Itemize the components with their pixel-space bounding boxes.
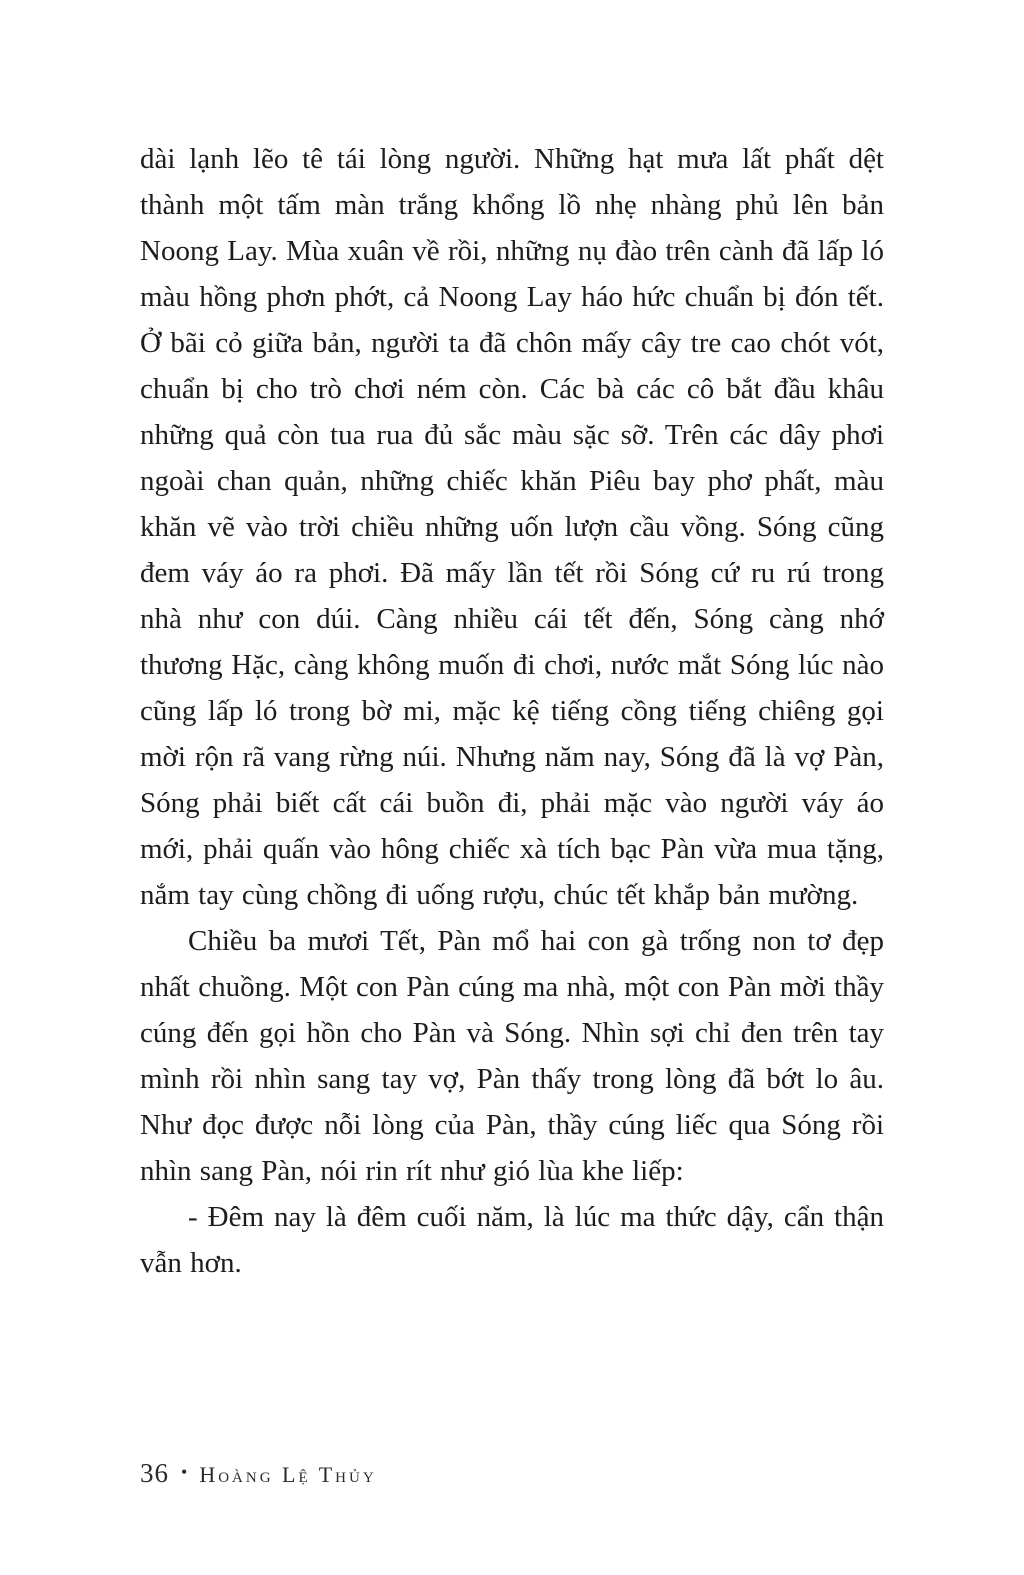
author-name: Hoàng Lệ Thủy xyxy=(199,1462,377,1487)
body-text xyxy=(140,136,884,1286)
footer-separator: • xyxy=(181,1462,188,1482)
paragraph-dialogue: - Đêm nay là đêm cuối năm, là lúc ma thức dậy, cẩn thận vẫn hơn. xyxy=(140,1201,884,1279)
paragraph-continuation: dài lạnh lẽo tê tái lòng người. Những hạt mưa lất phất dệt thành một tấm màn trắng khổng lồ nhẹ nhàng phủ lên bản Noong Lay. Mùa xuân về rồi, những nụ đào trên cành đã lấp ló màu hồng phơn phớt, cả Noong Lay háo hức chuẩn bị đón tết. Ở bãi cỏ giữa bản, người ta đã chôn mấy cây tre cao chót vót, chuẩn bị cho trò chơi ném còn. Các bà các cô bắt đầu khâu những quả còn tua rua đủ sắc màu sặc sỡ. Trên các dây phơi ngoài chan quản, những chiếc khăn Piêu bay phơ phất, màu khăn vẽ vào trời chiều những uốn lượn cầu vồng. Sóng cũng đem váy áo ra phơi. Đã mấy lần tết rồi Sóng cứ ru rú trong nhà như con dúi. Càng nhiều cái tết đến, Sóng càng nhớ thương Hặc, càng không muốn đi chơi, nước mắt Sóng lúc nào cũng lấp ló trong bờ mi, mặc kệ tiếng cồng tiếng chiêng gọi mời rộn rã vang rừng núi. Nhưng năm nay, Sóng đã là vợ Pàn, Sóng phải biết cất cái buồn đi, phải mặc vào người váy áo mới, phải quấn vào hông chiếc xà tích bạc Pàn vừa mua tặng, nắm tay cùng chồng đi uống rượu, chúc tết khắp bản mường. xyxy=(140,143,884,911)
paragraph: Chiều ba mươi Tết, Pàn mổ hai con gà trống non tơ đẹp nhất chuồng. Một con Pàn cúng ma nhà, một con Pàn mời thầy cúng đến gọi hồn cho Pàn và Sóng. Nhìn sợi chỉ đen trên tay mình rồi nhìn sang tay vợ, Pàn thấy trong lòng đã bớt lo âu. Như đọc được nỗi lòng của Pàn, thầy cúng liếc qua Sóng rồi nhìn sang Pàn, nói rin rít như gió lùa khe liếp: xyxy=(140,925,884,1187)
page-footer xyxy=(140,1458,377,1489)
page-number: 36 xyxy=(140,1458,169,1488)
